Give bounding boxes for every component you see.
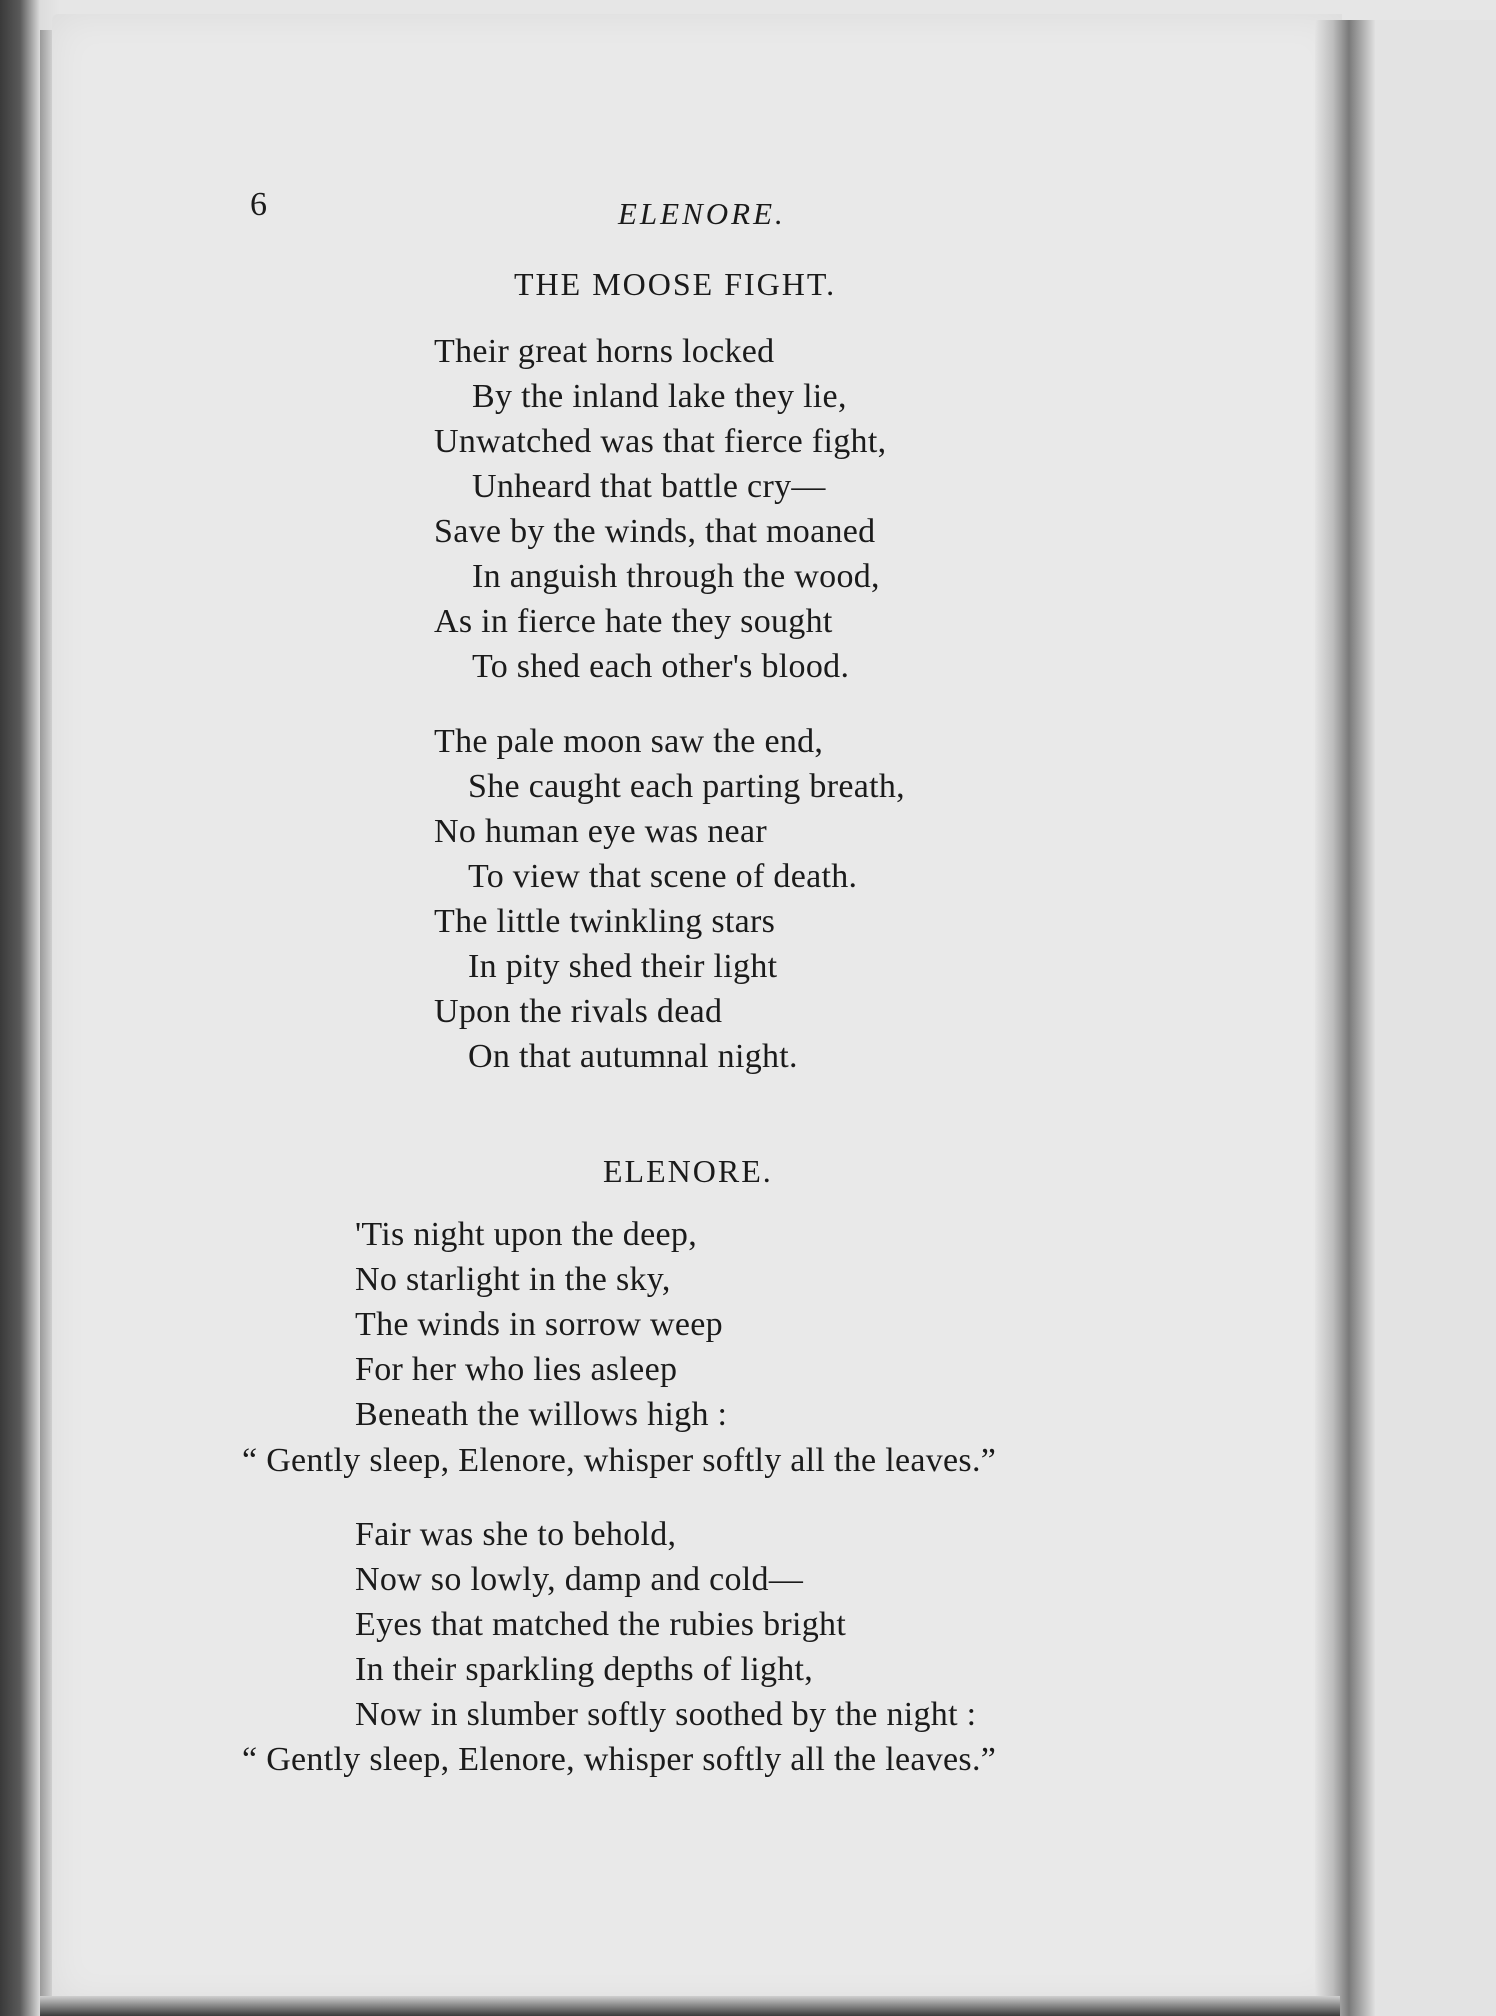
running-header: ELENORE.	[618, 196, 786, 231]
verse-line: Eyes that matched the rubies bright	[355, 1606, 847, 1643]
verse-line: Unwatched was that fierce fight,	[434, 423, 887, 460]
refrain-line: “ Gently sleep, Elenore, whisper softly all the leaves.”	[242, 1741, 997, 1778]
verse-line: Unheard that battle cry—	[472, 468, 826, 505]
verse-line: 'Tis night upon the deep,	[355, 1216, 697, 1253]
poem-title-elenore: ELENORE.	[603, 1153, 773, 1189]
verse-line: Their great horns locked	[434, 333, 775, 370]
page-bottom-edge	[40, 1996, 1340, 2016]
verse-line: Now in slumber softly soothed by the night :	[355, 1696, 977, 1733]
verse-line: In anguish through the wood,	[472, 558, 880, 595]
verse-line: Beneath the willows high :	[355, 1396, 728, 1433]
verse-line: The pale moon saw the end,	[434, 723, 824, 760]
verse-line: On that autumnal night.	[468, 1038, 798, 1075]
verse-line: To shed each other's blood.	[472, 648, 850, 685]
refrain-line: “ Gently sleep, Elenore, whisper softly all the leaves.”	[242, 1442, 997, 1479]
verse-line: For her who lies asleep	[355, 1351, 678, 1388]
verse-line: By the inland lake they lie,	[472, 378, 847, 415]
verse-line: No human eye was near	[434, 813, 767, 850]
poem-title-moose-fight: THE MOOSE FIGHT.	[514, 266, 837, 302]
verse-line: Fair was she to behold,	[355, 1516, 677, 1553]
verse-line: No starlight in the sky,	[355, 1261, 671, 1298]
verse-line: She caught each parting breath,	[468, 768, 905, 805]
verse-line: To view that scene of death.	[468, 858, 858, 895]
verse-line: Now so lowly, damp and cold—	[355, 1561, 804, 1598]
facing-page-edge	[1375, 20, 1496, 2016]
verse-line: Upon the rivals dead	[434, 993, 723, 1030]
verse-line: Save by the winds, that moaned	[434, 513, 876, 550]
verse-line: As in fierce hate they sought	[434, 603, 833, 640]
page-number: 6	[250, 186, 268, 223]
verse-line: In their sparkling depths of light,	[355, 1651, 814, 1688]
verse-line: The little twinkling stars	[434, 903, 776, 940]
verse-line: In pity shed their light	[468, 948, 778, 985]
book-gutter	[1315, 20, 1375, 2016]
verse-line: The winds in sorrow weep	[355, 1306, 723, 1343]
